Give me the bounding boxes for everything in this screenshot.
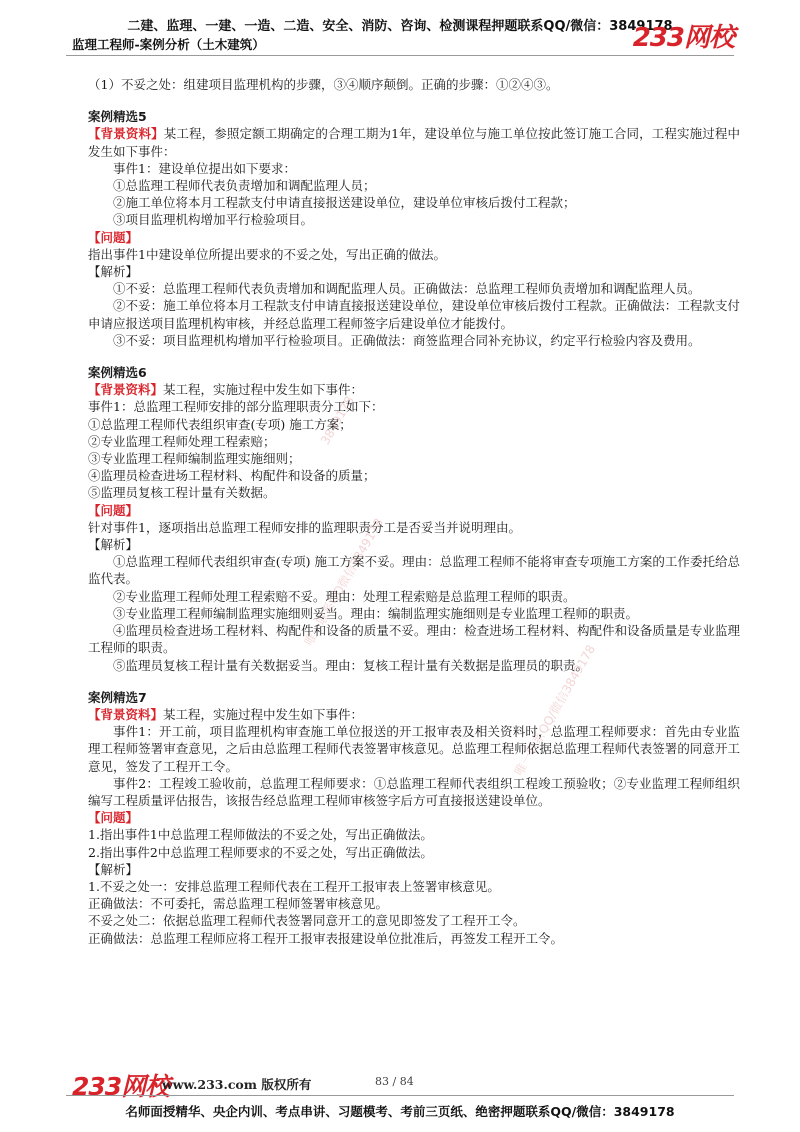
answer-line: ③不妥：项目监理机构增加平行检验项目。正确做法：商签监理合同补充协议，约定平行检验内容及费用。 [113, 332, 701, 348]
brand-logo: 233网校 [632, 23, 734, 53]
watermark: 唯一联系QQ微信3849178 [301, 515, 387, 648]
event-line: 事件1：开工前，项目监理机构审查施工单位报送的开工报审表及相关资料时，总监理工程师要求：首先由专业监理工程师签署审查意见，之后由总监理工程师代表签署审核意见。总监理工程师依据总监理工程师代表签署的同意开工意见，签发了工程开工令。 [88, 724, 740, 774]
event-line: 事件2：工程竣工验收前，总监理工程师要求：①总监理工程师代表组织工程竣工预验收；②专业监理工程师组织编写工程质量评估报告，该报告经总监理工程师审核签字后方可直接报送建设单位。 [88, 775, 740, 808]
event-line: ②施工单位将本月工程款支付申请直接报送建设单位，建设单位审核后拨付工程款； [113, 195, 576, 211]
case-6 [88, 364, 740, 674]
case-title: 案例精选7 [88, 689, 147, 705]
analysis-tag: 【解析】 [88, 537, 139, 553]
intro-answer: （1）不妥之处：组建项目监理机构的步骤，③④顺序颠倒。正确的步骤：①②④③。 [88, 77, 559, 92]
question-line: 针对事件1，逐项指出总监理工程师安排的监理职责分工是否妥当并说明理由。 [88, 519, 521, 535]
watermark: 唯一联系QQ/微信3849178 [511, 642, 599, 778]
answer-line: ③专业监理工程师编制监理实施细则妥当。理由：编制监理实施细则是专业监理工程师的职责。 [113, 605, 639, 621]
question-tag: 【问题】 [88, 229, 139, 245]
background-text: 某工程，参照定额工期确定的合理工期为1年，建设单位与施工单位按此签订施工合同，工程实施过程中发生如下事件： [88, 126, 740, 159]
page-number: 83 / 84 [375, 1075, 414, 1088]
case-title: 案例精选5 [88, 109, 147, 125]
background-text: 某工程，实施过程中发生如下事件： [163, 382, 364, 398]
event-line: 事件1：总监理工程师安排的部分监理职责分工如下： [88, 399, 384, 415]
event-line: ③项目监理机构增加平行检验项目。 [113, 212, 314, 228]
footer-promo: 名师面授精华、央企内训、考点串讲、习题模考、考前三页纸、绝密押题联系QQ/微信：3849178 [125, 1104, 675, 1119]
event-line: ⑤监理员复核工程计量有关数据。 [88, 485, 276, 501]
answer-line: 正确做法：不可委托，需总监理工程师签署审核意见。 [88, 896, 389, 912]
header-subtitle: 监理工程师-案例分析（土木建筑） [72, 37, 265, 52]
answer-line: 1.不妥之处一：安排总监理工程师代表在工程开工报审表上签署审核意见。 [88, 878, 500, 894]
footer-divider [66, 1095, 734, 1096]
case-7 [88, 689, 740, 947]
header-promo: 二建、监理、一建、一造、二造、安全、消防、咨询、检测课程押题联系QQ/微信：3849178 [127, 19, 673, 34]
event-line: 事件1：建设单位提出如下要求： [113, 160, 296, 176]
question-line: 1.指出事件1中总监理工程师做法的不妥之处，写出正确做法。 [88, 827, 433, 843]
answer-line: 正确做法：总监理工程师应将工程开工报审表报建设单位批准后，再签发工程开工令。 [88, 930, 564, 946]
case-title: 案例精选6 [88, 365, 147, 381]
event-line: ①总监理工程师代表负责增加和调配监理人员； [113, 178, 376, 194]
document-body [88, 76, 740, 947]
answer-line: 不妥之处二：依据总监理工程师代表签署同意开工的意见即签发了工程开工令。 [88, 913, 526, 929]
background-text: 某工程，实施过程中发生如下事件： [163, 706, 364, 722]
watermark: 3849178 [318, 393, 357, 447]
answer-line: ②不妥：施工单位将本月工程款支付申请直接报送建设单位，建设单位审核后拨付工程款。正确做法：工程款支付申请应报送项目监理机构审核，并经总监理工程师签字后建设单位才能拨付。 [88, 298, 740, 331]
case-5 [88, 108, 740, 349]
background-tag: 【背景资料】 [88, 706, 164, 722]
event-line: ①总监理工程师代表组织审查(专项) 施工方案； [88, 416, 352, 432]
footer-logo: 233网校 [72, 1072, 170, 1101]
question-tag: 【问题】 [88, 810, 139, 826]
event-line: ③专业监理工程师编制监理实施细则； [88, 451, 301, 467]
answer-line: ⑤监理员复核工程计量有关数据妥当。理由：复核工程计量有关数据是监理员的职责。 [113, 657, 589, 673]
event-line: ②专业监理工程师处理工程索赔； [88, 433, 276, 449]
background-tag: 【背景资料】 [88, 382, 164, 398]
footer-site: www.233.com 版权所有 [162, 1077, 312, 1092]
answer-line: ①不妥：总监理工程师代表负责增加和调配监理人员。正确做法：总监理工程师负责增加和调配监理人员。 [113, 281, 701, 297]
analysis-tag: 【解析】 [88, 861, 139, 877]
event-line: ④监理员检查进场工程材料、构配件和设备的质量； [88, 468, 376, 484]
question-tag: 【问题】 [88, 502, 139, 518]
question-line: 2.指出事件2中总监理工程师要求的不妥之处，写出正确做法。 [88, 844, 433, 860]
question-line: 指出事件1中建设单位所提出要求的不妥之处，写出正确的做法。 [88, 246, 446, 262]
answer-line: ①总监理工程师代表组织审查(专项) 施工方案不妥。理由：总监理工程师不能将审查专项施工方案的工作委托给总监代表。 [88, 554, 740, 587]
answer-line: ②专业监理工程师处理工程索赔不妥。理由：处理工程索赔是总监理工程师的职责。 [113, 588, 576, 604]
answer-line: ④监理员检查进场工程材料、构配件和设备的质量不妥。理由：检查进场工程材料、构配件和设备质量是专业监理工程师的职责。 [88, 623, 740, 656]
analysis-tag: 【解析】 [88, 264, 139, 280]
header-divider [66, 55, 734, 56]
background-tag: 【背景资料】 [88, 126, 164, 142]
